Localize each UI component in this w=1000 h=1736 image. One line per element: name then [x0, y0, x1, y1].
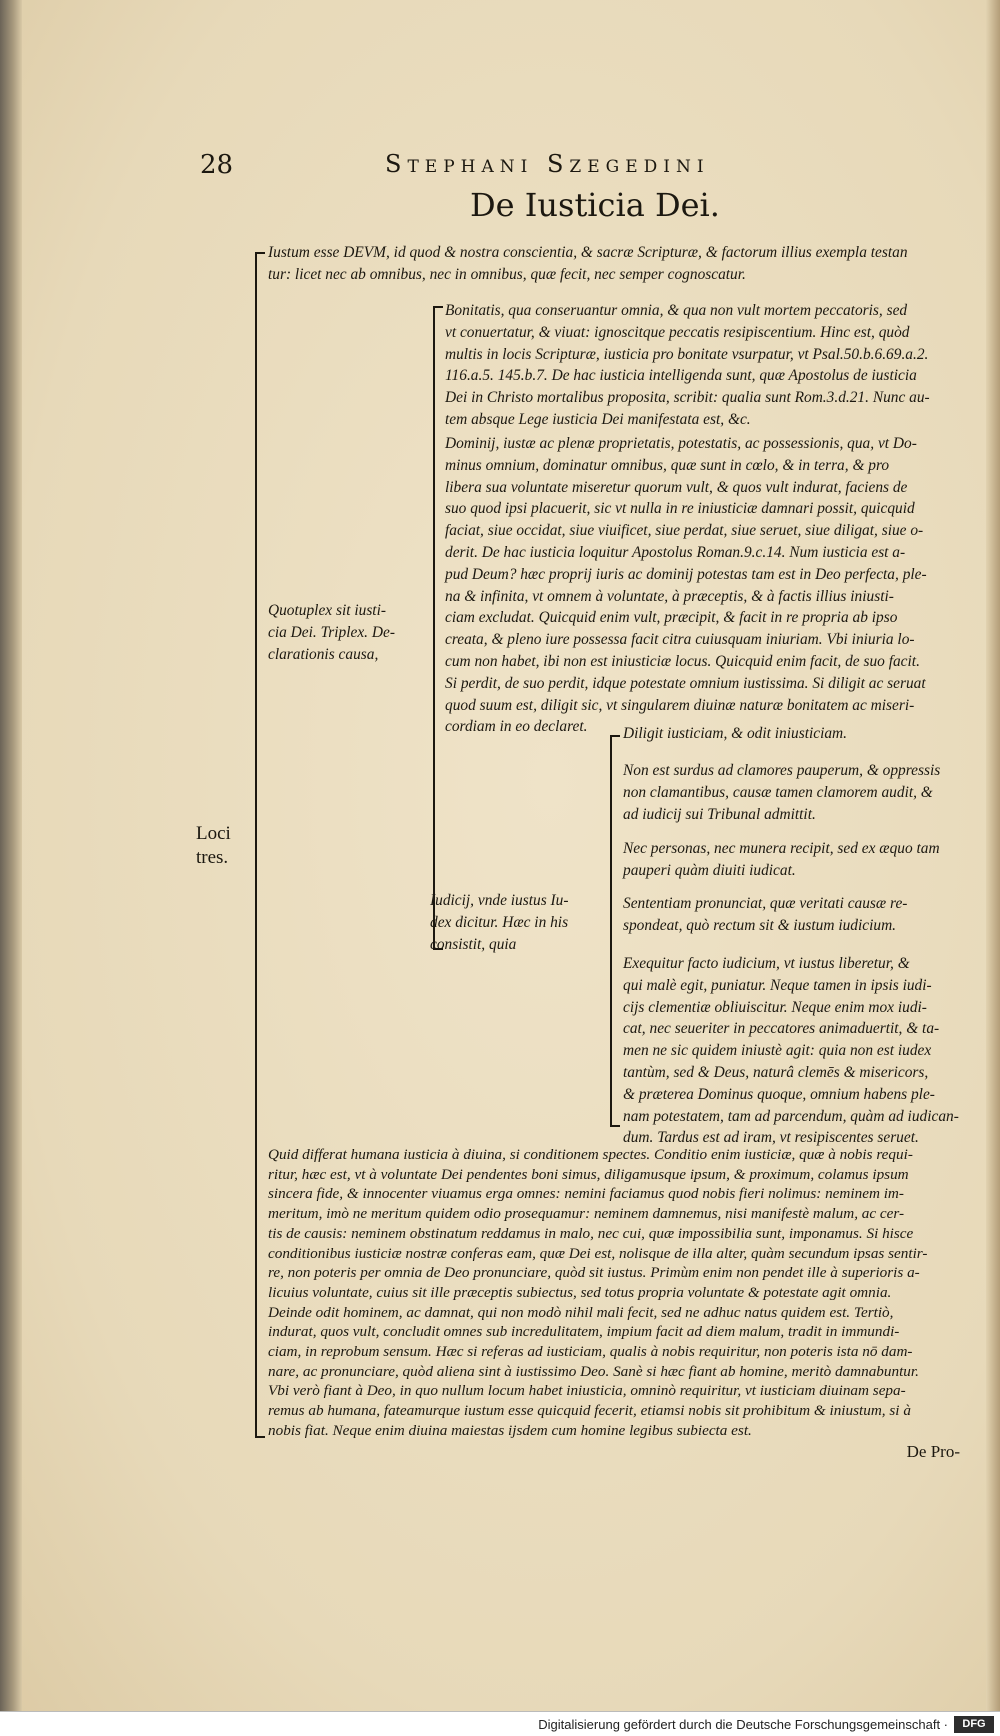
root-label: Loci tres. [196, 823, 231, 868]
kind-iudicij-label: Iudicij, vnde iustus Iu- dex dicitur. Hæc in his consistit, quia [430, 892, 569, 953]
page-edge [986, 0, 1000, 1736]
main-brace [255, 252, 265, 1438]
iudicij-item-2: Non est surdus ad clamores pauperum, & oppressis non clamantibus, causæ tamen clamorem audit, & ad iudicij sui Tribunal admittit. [623, 762, 941, 823]
binding-gutter [0, 0, 22, 1736]
digitization-footer [0, 1711, 1000, 1736]
footer-credit: Digitalisierung gefördert durch die Deutsche Forschungsgemeinschaft · [538, 1717, 948, 1732]
kinds-brace [433, 306, 443, 950]
iudicij-item-5: Exequitur facto iudicium, vt iustus liberetur, & qui malè egit, puniatur. Neque tamen in ipsis iudi- cijs clementiæ obliuiscitur. Neque enim mox iudi- cat, nec seueriter in peccatores animaduertit, & ta- men ne sic quidem iniustè agit: quia non est iudex tantùm, sed & Deus, naturâ clemēs & misericors, & præterea Dominus quoque, omnium habens ple- nam potestatem, tam ad parcendum, quàm ad iudican- dum. Tardus est ad iram, vt resipiscentes seruet. [623, 955, 959, 1147]
iudicij-item-4: Sententiam pronunciat, quæ veritati causæ re- spondeat, quò rectum sit & iustum iudicium. [623, 895, 908, 934]
iudicij-item-1: Diligit iusticiam, & odit iniusticiam. [623, 725, 848, 742]
locus-1-text: Iustum esse DEVM, id quod & nostra conscientia, & sacræ Scripturæ, & factorum illius exempla testan tur: licet nec ab omnibus, nec in omnibus, quæ fecit, nec semper cognoscatur. [268, 244, 908, 283]
kind-bonitatis: Bonitatis, qua conseruantur omnia, & qua non vult mortem peccatoris, sed vt conuertatur, & viuat: ignoscitque peccatis resipiscentium. Hinc est, quòd multis in locis Scripturæ, iusticia pro bonitate vsurpatur, vt Psal.50.b.6.69.a.2. 116.a.5. 145.b.7. De hac iusticia intelligenda sunt, quæ Apostolus de iusticia Dei in Christo mortalibus proposita, scribit: qualia sunt Rom.3.d.21. Nunc au- tem absque Lege iusticia Dei manifestata est, &c. [445, 302, 930, 428]
locus-2-label: Quotuplex sit iusti- cia Dei. Triplex. De- clarationis causa, [268, 602, 395, 663]
kind-dominij: Dominij, iustæ ac plenæ proprietatis, potestatis, ac possessionis, qua, vt Do- minus omnium, dominatur omnibus, quæ sunt in cœlo, & in terra, & pro libera sua voluntate miseretur quorum vult, & quos vult indurat, faciens de suo quod ipsi placuerit, sic vt nulla in re iniusticiæ damnari possit, quicquid faciat, siue occidat, siue viuificet, siue perdat, siue seruet, siue diligat, siue o- derit. De hac iusticia loquitur Apostolus Roman.9.c.14. Num iusticia est a- pud Deum? hæc proprij iuris ac dominij potestas tam est in Deo perfecta, ple- na & infinita, vt omnem à voluntate, à præceptis, & à factis illius iniusti- ciam excludat. Quicquid enim vult, præcipit, & facit in re propria ab ipso creata, & pleno iure possessa facit citra cuiusquam iniuriam. Vbi iniuria lo- cum non habet, ibi non est iniusticiæ locus. Quicquid enim facit, de suo facit. Si perdit, de suo perdit, idque potestate omnium iustissima. Si diligit ac seruat quod suum est, diligit sic, vt singularem diuinæ naturæ bonitatem ac miseri- cordiam in eo declaret. [445, 435, 927, 736]
page-title: De Iusticia Dei. [470, 186, 720, 224]
iudicij-brace [610, 735, 620, 1127]
page-number: 28 [200, 150, 234, 180]
iudicij-item-3: Nec personas, nec munera recipit, sed ex æquo tam pauperi quàm diuiti iudicat. [623, 840, 940, 879]
catchword: De Pro- [906, 1442, 960, 1461]
running-head: Stephani Szegedini [385, 150, 710, 178]
locus-3-text: Quid differat humana iusticia à diuina, si conditionem spectes. Conditio enim iusticiæ, quæ à nobis requi- ritur, hæc est, vt à voluntate Dei pendentes boni simus, diligamusque ipsum, & proximum, colamus ipsum sincera fide, & innocenter viuamus erga omnes: nemini faciamus quod nobis fieri nolimus: neminem im- meritum, imò ne meritum quidem odio prosequamur: neminem damnemus, nisi manifestè malum, ac cer- tis de causis: neminem obstinatum reddamus in malo, nec cui, quæ impossibilia sunt, imponamus. Si hisce conditionibus iusticiæ nostræ conferas eam, quæ Dei est, nolisque de illa alter, quàm secundum ipsas sentir- re, non poteris per omnia de Deo pronunciare, quòd sit iustus. Primùm enim non pendet ille à superioris a- licuius voluntate, cuius sit ille præceptis subiectus, sed totus propria voluntate & potestate agit omnia. Deinde odit hominem, ac damnat, qui non modò nihil mali fecit, sed ne adhuc natus quidem est. Tertiò, indurat, quos vult, concludit omnes sub incredulitatem, impium facit ad diem malum, tradit in immundi- ciam, in reprobum sensum. Hæc si referas ad iusticiam, qualis à nobis requiritur, non poteris ista nō dam- nare, ac pronunciare, quòd aliena sint à iustissimo Deo. Sanè si hæc fiant ab homine, meritò damnabuntur. Vbi verò fiant à Deo, in quo nullum locum habet iniusticia, omninò requiritur, vt iusticiam diuinam sepa- remus ab humana, fateamurque iustum esse quicquid fecerit, etiamsi nobis sit prohibitum & iniustum, si à nobis fiat. Neque enim diuina maiestas ijsdem cum homine legibus subiecta est. [268, 1146, 928, 1439]
dfg-logo: DFG [954, 1716, 994, 1733]
